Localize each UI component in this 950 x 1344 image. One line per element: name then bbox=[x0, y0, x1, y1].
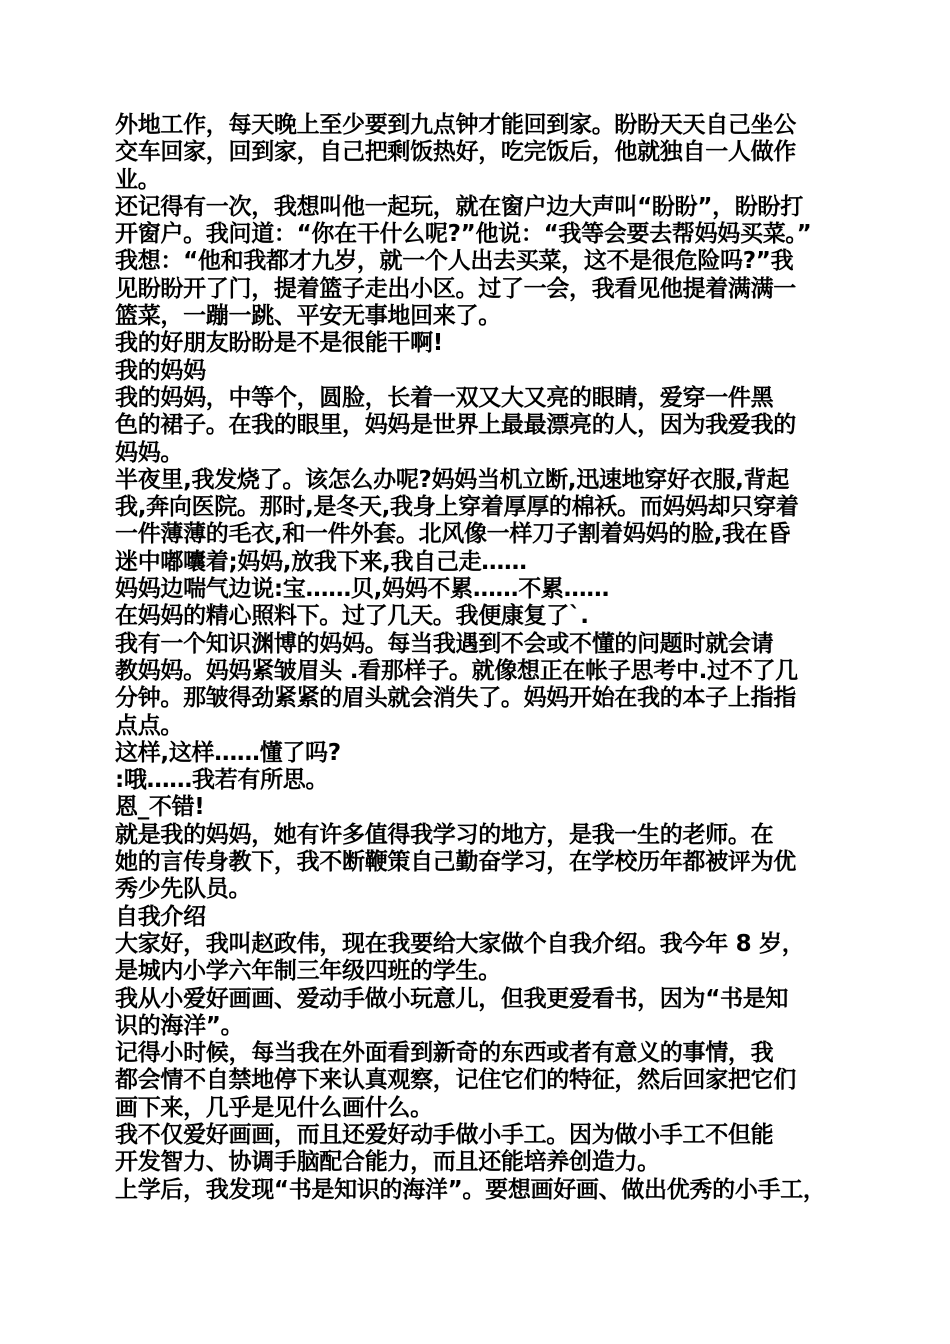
text-line: 我有一个知识渊博的妈妈。每当我遇到不会或不懂的问题时就会请 bbox=[115, 630, 774, 657]
text-line: 她的言传身教下，我不断鞭策自己勤奋学习，在学校历年都被评为优 bbox=[115, 849, 797, 876]
text-line: 大家好，我叫赵政伟，现在我要给大家做个自我介绍。我今年 8 岁， bbox=[115, 930, 805, 957]
text-line: 画下来，几乎是见什么画什么。 bbox=[115, 1094, 433, 1121]
text-line: 外地工作，每天晚上至少要到九点钟才能回到家。盼盼天天自己坐公 bbox=[115, 112, 797, 138]
text-line: 迷中嘟囔着;妈妈,放我下来,我自己走…… bbox=[115, 548, 527, 575]
text-line: 在妈妈的精心照料下。过了几天。我便康复了`. bbox=[115, 603, 589, 630]
text-line: 上学后，我发现“书是知识的海洋”。要想画好画、做出优秀的小手工， bbox=[115, 1176, 826, 1203]
text-line: 我,奔向医院。那时,是冬天,我身上穿着厚厚的棉袄。而妈妈却只穿着 bbox=[115, 494, 799, 521]
text-line: 半夜里,我发烧了。该怎么办呢?妈妈当机立断,迅速地穿好衣服,背起 bbox=[115, 466, 789, 493]
text-line: 我从小爱好画画、爱动手做小玩意儿，但我更爱看书，因为“书是知 bbox=[115, 985, 789, 1012]
text-line: 秀少先队员。 bbox=[115, 876, 252, 903]
text-line: 篮菜，一蹦一跳、平安无事地回来了。 bbox=[115, 303, 501, 330]
text-line: 见盼盼开了门，提着篮子走出小区。过了一会，我看见他提着满满一 bbox=[115, 275, 797, 302]
text-line: 业。 bbox=[115, 166, 161, 193]
text-line: 识的海洋”。 bbox=[115, 1012, 244, 1039]
text-line: 开发智力、协调手脑配合能力，而且还能培养创造力。 bbox=[115, 1149, 660, 1176]
text-line: 点点。 bbox=[115, 712, 184, 739]
text-line: 我的好朋友盼盼是不是很能干啊! bbox=[115, 330, 443, 357]
text-line: 教妈妈。妈妈紧皱眉头 .看那样子。就像想正在帐子思考中.过不了几 bbox=[115, 657, 798, 684]
text-line: 就是我的妈妈，她有许多值得我学习的地方，是我一生的老师。在 bbox=[115, 821, 774, 848]
text-line: 是城内小学六年制三年级四班的学生。 bbox=[115, 958, 501, 985]
text-line: 色的裙子。在我的眼里，妈妈是世界上最最漂亮的人，因为我爱我的 bbox=[115, 412, 797, 439]
text-line: 妈妈。 bbox=[115, 439, 184, 466]
text-line: 恩_不错! bbox=[115, 794, 205, 821]
text-line: 还记得有一次，我想叫他一起玩，就在窗户边大声叫“盼盼”，盼盼打 bbox=[115, 193, 803, 220]
text-line: 一件薄薄的毛衣,和一件外套。北风像一样刀子割着妈妈的脸,我在昏 bbox=[115, 521, 791, 548]
body-text bbox=[115, 112, 837, 1204]
text-line: 自我介绍 bbox=[115, 903, 206, 930]
text-line: 我的妈妈，中等个，圆脸，长着一双又大又亮的眼睛，爱穿一件黑 bbox=[115, 384, 774, 411]
text-line: 我不仅爱好画画，而且还爱好动手做小手工。因为做小手工不但能 bbox=[115, 1121, 774, 1148]
text-line: 分钟。那皱得劲紧紧的眉头就会消失了。妈妈开始在我的本子上指指 bbox=[115, 685, 797, 712]
text-line: 这样,这样……懂了吗? bbox=[115, 739, 341, 766]
text-line: 妈妈边喘气边说:宝……贝,妈妈不累……不累…… bbox=[115, 576, 610, 603]
text-line: 我的妈妈 bbox=[115, 357, 206, 384]
text-line: :哦……我若有所思。 bbox=[115, 767, 329, 794]
text-line: 交车回家，回到家，自己把剩饭热好，吃完饭后，他就独自一人做作 bbox=[115, 139, 797, 166]
text-line: 都会情不自禁地停下来认真观察，记住它们的特征，然后回家把它们 bbox=[115, 1067, 797, 1094]
text-line: 开窗户。我问道：“你在干什么呢?”他说：“我等会要去帮妈妈买菜。” bbox=[115, 221, 812, 248]
text-line: 我想：“他和我都才九岁，就一个人出去买菜，这不是很危险吗?”我 bbox=[115, 248, 794, 275]
text-line: 记得小时候，每当我在外面看到新奇的东西或者有意义的事情，我 bbox=[115, 1040, 774, 1067]
